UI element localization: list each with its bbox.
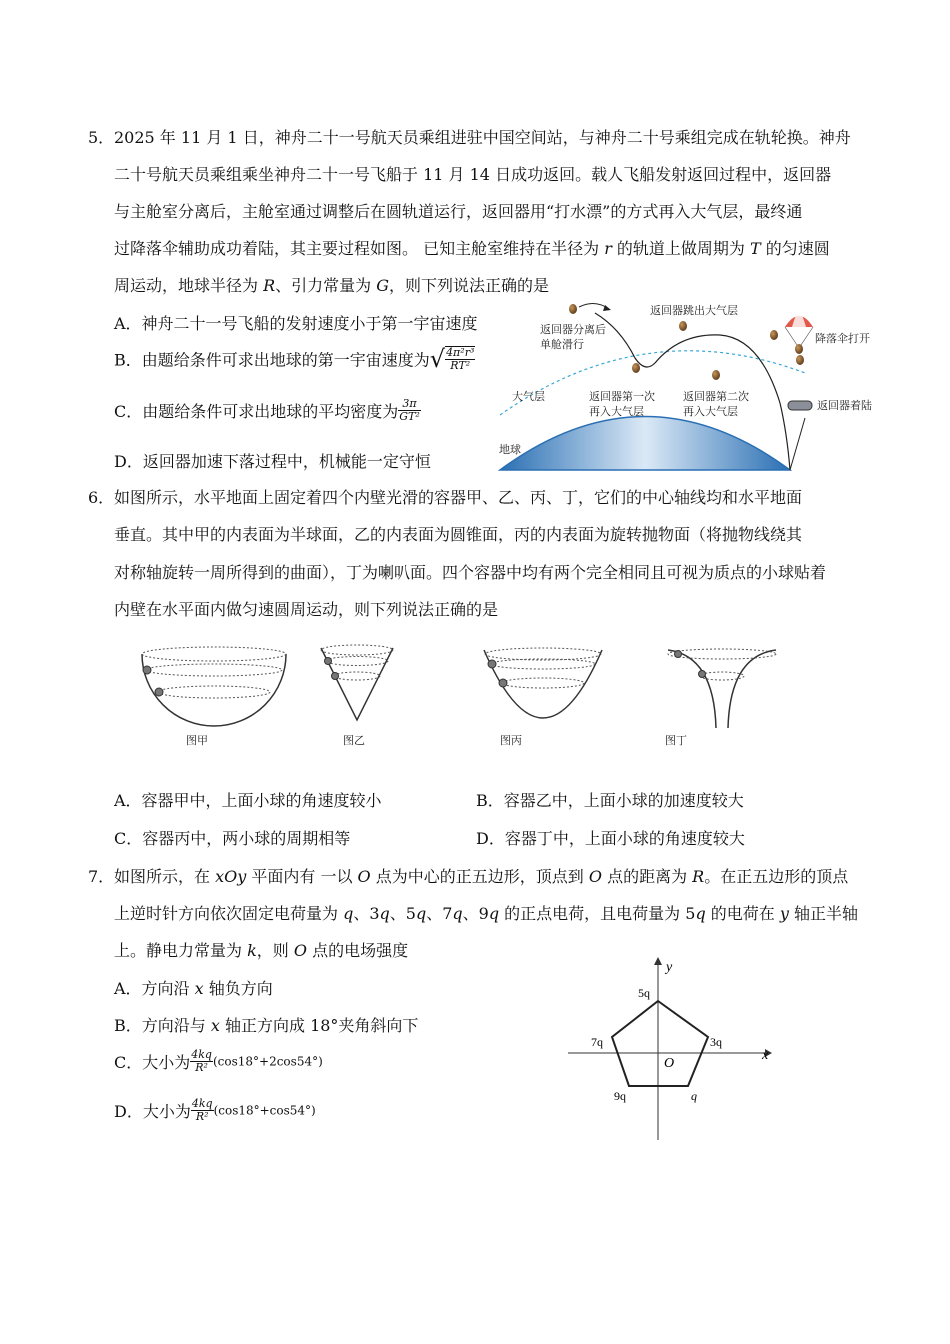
caption-fig-jia: 图甲 — [186, 734, 208, 747]
y-axis-label: y — [666, 960, 673, 975]
sqrt-sign: √ — [429, 345, 446, 373]
charge-7q-label: 7q — [591, 1035, 603, 1049]
capsule-icon — [795, 344, 803, 354]
q5-b-fraction: $\frac{\text{4π²r³}}{\text{RT²}}$ — [446, 346, 475, 372]
capsule-icon — [632, 363, 640, 373]
container-horn-figure — [662, 646, 782, 731]
landed-capsule-icon — [788, 401, 812, 410]
x-axis-label: x — [762, 1048, 769, 1063]
charge-9q-label: 9q — [614, 1089, 626, 1103]
q6-stem-line3: 对称轴旋转一周所得到的曲面），丁为喇叭面。四个容器中均有两个完全相同且可视为质点的小球贴着 — [114, 563, 827, 582]
q5-option-b: B．由题给条件可求出地球的第一宇宙速度为√ $\frac{\text{4π²r³}}{\text{RT²}}$ — [114, 345, 475, 373]
fig-label-second2: 再入大气层 — [683, 405, 738, 418]
container-cone-figure — [317, 644, 397, 724]
pentagon-charges-figure — [560, 955, 780, 1145]
parachute-line — [790, 418, 805, 470]
q5-stem-line5: 周运动，地球半径为 R、引力常量为 G，则下列说法正确的是 — [114, 276, 550, 295]
q6-number: 6． — [88, 488, 115, 507]
charge-5q-label: 5q — [638, 986, 650, 1000]
fig-label-jump: 返回器跳出大气层 — [650, 304, 738, 317]
q5-number: 5． — [88, 128, 115, 147]
q7-stem-line1: 如图所示，在 xOy 平面内有 一以 O 点为中心的正五边形，顶点到 O 点的距离为 R。在正五边形的顶点 — [114, 867, 849, 886]
caption-fig-ding: 图丁 — [665, 734, 687, 747]
q6-option-b: B．容器乙中，上面小球的加速度较大 — [476, 791, 744, 810]
ball-icon — [143, 666, 151, 674]
fig-label-atmosphere: 大气层 — [512, 390, 545, 403]
q5-stem-line2: 二十号航天员乘组乘坐神舟二十一号飞船于 11 月 14 日成功返回。载人飞船发射返回过程中，返回器 — [114, 165, 832, 184]
q5-stem-line4: 过降落伞辅助成功着陆，其主要过程如图。 已知主舱室维持在半径为 r 的轨道上做周期为 T 的匀速圆 — [114, 239, 830, 258]
fig-label-second1: 返回器第二次 — [683, 390, 749, 403]
ball-icon — [325, 658, 332, 665]
capsule-icon — [770, 330, 778, 340]
q6-stem-line2: 垂直。其中甲的内表面为半球面，乙的内表面为圆锥面，丙的内表面为旋转抛物面（将抛物线绕其 — [114, 525, 803, 544]
fig-label-first1: 返回器第一次 — [589, 390, 655, 403]
charge-3q-label: 3q — [710, 1035, 722, 1049]
container-hemisphere-figure — [134, 646, 294, 731]
fig-label-first2: 再入大气层 — [589, 405, 644, 418]
capsule-icon — [679, 321, 687, 331]
q5-stem-line3: 与主舱室分离后，主舱室通过调整后在圆轨道运行，返回器用“打水漂”的方式再入大气层，最终通 — [114, 202, 803, 221]
fig-label-earth: 地球 — [499, 443, 521, 456]
ball-icon — [488, 660, 496, 668]
ball-icon — [499, 679, 507, 687]
q7-stem-line3: 上。静电力常量为 k，则 O 点的电场强度 — [114, 941, 409, 960]
caption-fig-bing: 图丙 — [500, 734, 522, 747]
fig-label-land: 返回器着陆 — [817, 399, 872, 412]
q7-option-b: B．方向沿与 x 轴正方向成 18°夹角斜向下 — [114, 1016, 419, 1035]
q5-option-a: A．神舟二十一号飞船的发射速度小于第一宇宙速度 — [114, 314, 478, 333]
q6-option-c: C．容器丙中，两小球的周期相等 — [114, 829, 351, 848]
q7-option-a: A．方向沿 x 轴负方向 — [114, 979, 273, 998]
q7-number: 7． — [88, 867, 115, 886]
earth-surface — [500, 417, 790, 471]
q7-stem-line2: 上逆时针方向依次固定电荷量为 q、3q、5q、7q、9q 的正点电荷，且电荷量为 5q 的电荷在 y 轴正半轴 — [114, 904, 859, 923]
q6-stem-line1: 如图所示，水平地面上固定着四个内壁光滑的容器甲、乙、丙、丁，它们的中心轴线均和水平地面 — [114, 488, 803, 507]
q7-option-d: D．大小为 $\frac{4kq}{\text{R²}}$ (cos18°+cos54°) — [114, 1097, 316, 1123]
capsule-icon — [796, 355, 804, 365]
fig-label-separate: 返回器分离后 — [540, 323, 606, 336]
q7-c-fraction: $\frac{4kq}{\text{R²}}$ — [191, 1048, 212, 1074]
q6-stem-line4: 内壁在水平面内做匀速圆周运动，则下列说法正确的是 — [114, 600, 499, 619]
origin-label: O — [664, 1056, 675, 1071]
q5-stem-line1: 2025 年 11 月 1 日，神舟二十一号航天员乘组进驻中国空间站，与神舟二十号乘组完成在轨轮换。神舟 — [114, 128, 851, 147]
capsule-icon — [569, 304, 577, 314]
atmosphere-boundary — [500, 351, 805, 415]
caption-fig-yi: 图乙 — [343, 734, 365, 747]
fig-label-parachute: 降落伞打开 — [815, 332, 870, 345]
q7-d-fraction: $\frac{4kq}{\text{R²}}$ — [191, 1097, 213, 1123]
q5-reentry-figure — [495, 293, 875, 473]
ball-icon — [332, 673, 339, 680]
ball-icon — [155, 688, 163, 696]
pentagon — [612, 1001, 708, 1086]
container-paraboloid-figure — [478, 646, 608, 726]
q5-c-fraction: $\frac{3\pi}{\text{GT²}}$ — [399, 397, 420, 423]
q7-option-c: C．大小为 $\frac{4kq}{\text{R²}}$ (cos18°+2cos54°) — [114, 1048, 323, 1074]
q5-option-d: D．返回器加速下落过程中，机械能一定守恒 — [114, 452, 431, 471]
q6-option-d: D．容器丁中，上面小球的角速度较大 — [476, 829, 745, 848]
ball-icon — [699, 671, 706, 678]
q6-option-a: A．容器甲中，上面小球的角速度较小 — [114, 791, 382, 810]
fig-label-glide: 单舱滑行 — [540, 338, 584, 351]
charge-q-label: q — [691, 1089, 697, 1103]
ball-icon — [675, 651, 682, 658]
q5-option-c: C．由题给条件可求出地球的平均密度为 $\frac{3\pi}{\text{GT²}}$ — [114, 397, 420, 423]
capsule-icon — [712, 370, 720, 380]
